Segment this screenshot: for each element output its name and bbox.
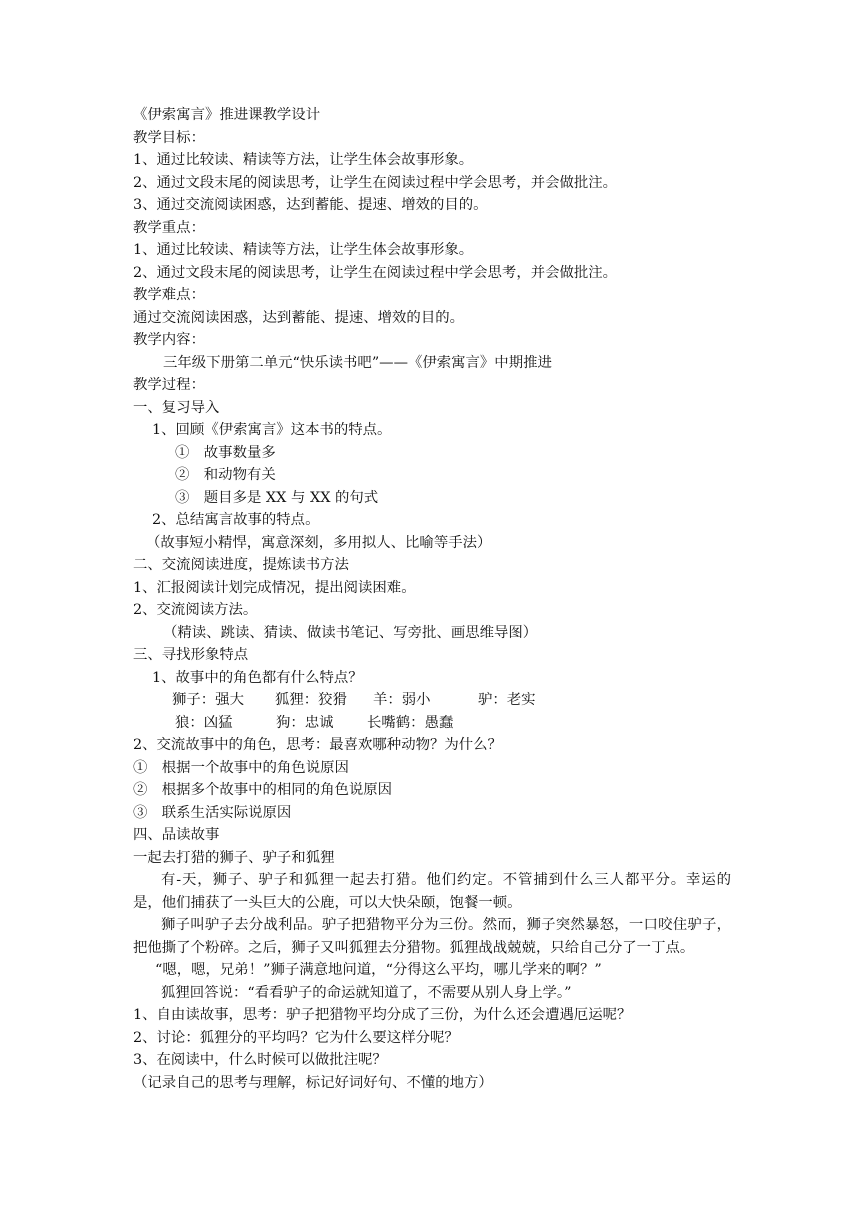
section-3-sub-2: ② 根据多个故事中的相同的角色说原因	[133, 782, 393, 798]
document-title: 《伊索寓言》推进课教学设计	[133, 107, 321, 123]
story-title: 一起去打猎的狮子、驴子和狐狸	[133, 850, 335, 866]
goals-heading: 教学目标：	[133, 130, 205, 146]
story-paragraph-1-line-2: 是，他们捕获了一头巨大的公鹿，可以大快朵颐，饱餐一顿。	[133, 895, 522, 911]
section-1-note: （故事短小精悍，寓意深刻，多用拟人、比喻等手法）	[146, 535, 492, 551]
story-paragraph-2-line-1: 狮子叫驴子去分战利品。驴子把猎物平分为三份。然而，狮子突然暴怒，一口咬住驴子，	[161, 917, 731, 933]
trait-lion: 狮子：强大	[172, 692, 244, 708]
section-1-sub-1: ① 故事数量多	[175, 445, 276, 461]
section-1-heading: 一、复习导入	[133, 400, 220, 416]
section-3-item-2: 2、交流故事中的角色，思考：最喜欢哪种动物？为什么？	[133, 737, 502, 753]
content-line: 三年级下册第二单元“快乐读书吧”——《伊索寓言》中期推进	[163, 355, 552, 371]
goal-2: 2、通过文段末尾的阅读思考，让学生在阅读过程中学会思考，并会做批注。	[133, 175, 618, 191]
section-1-sub-2: ② 和动物有关	[175, 467, 276, 483]
key-point-2: 2、通过文段末尾的阅读思考，让学生在阅读过程中学会思考，并会做批注。	[133, 265, 618, 281]
section-1-sub-3: ③ 题目多是 XX 与 XX 的句式	[175, 490, 379, 506]
question-1: 1、自由读故事，思考：驴子把猎物平均分成了三份，为什么还会遭遇厄运呢？	[133, 1007, 632, 1023]
process-heading: 教学过程：	[133, 377, 205, 393]
goal-3: 3、通过交流阅读困惑，达到蓄能、提速、增效的目的。	[133, 197, 488, 213]
key-point-1: 1、通过比较读、精读等方法，让学生体会故事形象。	[133, 242, 474, 258]
story-paragraph-1-line-1: 有-天，狮子、驴子和狐狸一起去打猎。他们约定。不管捕到什么三人都平分。幸运的	[161, 872, 731, 888]
section-1-item-2: 2、总结寓言故事的特点。	[152, 512, 320, 528]
section-3-item-1: 1、故事中的角色都有什么特点？	[152, 670, 363, 686]
section-2-note: （精读、跳读、猜读、做读书笔记、写旁批、画思维导图）	[163, 625, 538, 641]
goal-1: 1、通过比较读、精读等方法，让学生体会故事形象。	[133, 152, 474, 168]
question-note: （记录自己的思考与理解，标记好词好句、不懂的地方）	[133, 1075, 493, 1091]
trait-donkey: 驴：老实	[478, 692, 536, 708]
section-3-sub-3: ③ 联系生活实际说原因	[133, 805, 292, 821]
section-2-heading: 二、交流阅读进度，提炼读书方法	[133, 557, 349, 573]
question-3: 3、在阅读中，什么时候可以做批注呢？	[133, 1052, 387, 1068]
content-heading: 教学内容：	[133, 332, 205, 348]
question-2: 2、讨论：狐狸分的平均吗？它为什么要这样分呢？	[133, 1030, 459, 1046]
trait-crane: 长嘴鹤：愚蠢	[367, 715, 454, 731]
trait-dog: 狗：忠诚	[276, 715, 334, 731]
trait-wolf: 狼：凶猛	[175, 715, 233, 731]
trait-sheep: 羊：弱小	[373, 692, 431, 708]
trait-fox: 狐狸：狡猾	[275, 692, 347, 708]
story-paragraph-2-line-2: 把他撕了个粉碎。之后，狮子又叫狐狸去分猎物。狐狸战战兢兢，只给自己分了一丁点。	[133, 940, 695, 956]
difficulty-1: 通过交流阅读困惑，达到蓄能、提速、增效的目的。	[133, 310, 464, 326]
story-paragraph-4: 狐狸回答说：“看看驴子的命运就知道了，不需要从别人身上学。”	[161, 985, 572, 1001]
section-4-heading: 四、品读故事	[133, 827, 220, 843]
section-2-item-2: 2、交流阅读方法。	[133, 602, 258, 618]
difficulties-heading: 教学难点：	[133, 287, 205, 303]
section-1-item-1: 1、回顾《伊索寓言》这本书的特点。	[152, 422, 392, 438]
key-points-heading: 教学重点：	[133, 220, 205, 236]
section-3-sub-1: ① 根据一个故事中的角色说原因	[133, 760, 349, 776]
section-2-item-1: 1、汇报阅读计划完成情况，提出阅读困难。	[133, 580, 416, 596]
story-paragraph-3: “嗯，嗯，兄弟！”狮子满意地问道，“分得这么平均，哪儿学来的啊？”	[155, 962, 602, 978]
section-3-heading: 三、寻找形象特点	[133, 647, 249, 663]
